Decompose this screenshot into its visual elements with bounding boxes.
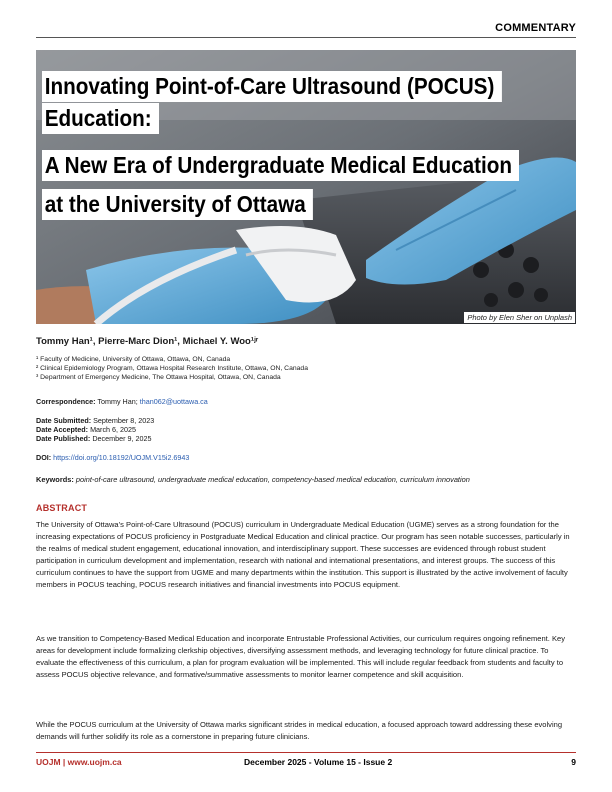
correspondence-name: Tommy Han;	[97, 397, 138, 406]
abstract-paragraph-1: The University of Ottawa’s Point-of-Care Ultrasound (POCUS) curriculum in Undergraduate Medical Education (UGME) serves as a strong foundation for the increasing expectations of POCUS proficiency in Postgraduate Medical Education and clinical practice. Our program has seen notable successes, particularly in the realms of medical student engagement, educational innovation, and interdisciplinary support. These successes are evidenced through robust student participation in curriculum development and implementation, research with national and international presentations, and interest groups. The success of this curriculum continues to have the support from UGME and many departments within the institution. This support is illustrated by the active involvement of faculty members in POCUS teaching, POCUS research initiatives and financial investments into POCUS equipment.	[36, 520, 570, 589]
keywords-label: Keywords:	[36, 475, 74, 484]
footer-journal-link[interactable]: UOJM | www.uojm.ca	[36, 757, 122, 767]
date-published-value: December 9, 2025	[92, 434, 152, 443]
date-submitted-value: September 8, 2023	[93, 416, 155, 425]
article-title-line-4: at the University of Ottawa	[42, 189, 313, 220]
photo-credit: Photo by Elen Sher on Unplash	[464, 312, 575, 323]
correspondence-label: Correspondence:	[36, 397, 96, 406]
date-published-label: Date Published:	[36, 434, 91, 443]
doi-label: DOI:	[36, 453, 52, 462]
doi	[36, 453, 189, 462]
abstract-heading: ABSTRACT	[36, 503, 88, 513]
doi-link[interactable]: https://doi.org/10.18192/UOJM.V15i2.6943	[53, 453, 190, 462]
hero-image	[36, 50, 576, 324]
abstract-paragraph-3: While the POCUS curriculum at the University of Ottawa marks significant strides in medical education, a focused approach toward addressing these evolving demands will further solidify its role as a cornerstone in preparing future clinicians.	[36, 720, 563, 741]
correspondence-email-link[interactable]: than062@uottawa.ca	[139, 397, 208, 406]
affiliation-3: ³ Department of Emergency Medicine, The Ottawa Hospital, Ottawa, ON, Canada	[36, 374, 281, 381]
article-title-line-2: Education:	[42, 103, 159, 134]
article-dates	[36, 416, 154, 443]
keywords-value: point-of-care ultrasound, undergraduate medical education, competency-based medical education, curriculum innovation	[75, 475, 470, 484]
date-accepted	[36, 425, 154, 434]
footer-issue: December 2025 - Volume 15 - Issue 2	[244, 757, 393, 767]
article-title-line-3: A New Era of Undergraduate Medical Education	[42, 150, 519, 181]
date-accepted-value: March 6, 2025	[90, 425, 137, 434]
author-list: Tommy Han¹, Pierre-Marc Dion¹, Michael Y. Woo¹ʲʳ	[36, 336, 259, 347]
date-accepted-label: Date Accepted:	[36, 425, 89, 434]
affiliation-1: ¹ Faculty of Medicine, University of Ottawa, Ottawa, ON, Canada	[36, 356, 231, 363]
date-published	[36, 434, 154, 443]
affiliation-2: ² Clinical Epidemiology Program, Ottawa Hospital Research Institute, Ottawa, ON, Canada	[36, 365, 308, 372]
section-label: COMMENTARY	[495, 22, 576, 34]
date-submitted-label: Date Submitted:	[36, 416, 92, 425]
correspondence	[36, 397, 208, 406]
article-title-line-1: Innovating Point-of-Care Ultrasound (POCUS)	[42, 71, 502, 102]
affiliations	[36, 355, 308, 382]
header-rule	[36, 37, 576, 38]
date-submitted	[36, 416, 154, 425]
page-number: 9	[571, 757, 576, 767]
footer-rule	[36, 752, 576, 753]
keywords	[36, 475, 470, 484]
abstract-paragraph-2: As we transition to Competency-Based Medical Education and incorporate Entrustable Professional Activities, our curriculum requires ongoing refinement. Key areas for development include formalizing clerkship objectives, diversifying assessment methods, and leveraging technology for future clinical practice. To evaluate the effectiveness of this curriculum, a plan for program evaluation will be implemented. This will include regular feedback from students and faculty to assess POCUS objective relevance, and formative/summative assessments to monitor learner competence and skill acquisition.	[36, 634, 565, 679]
